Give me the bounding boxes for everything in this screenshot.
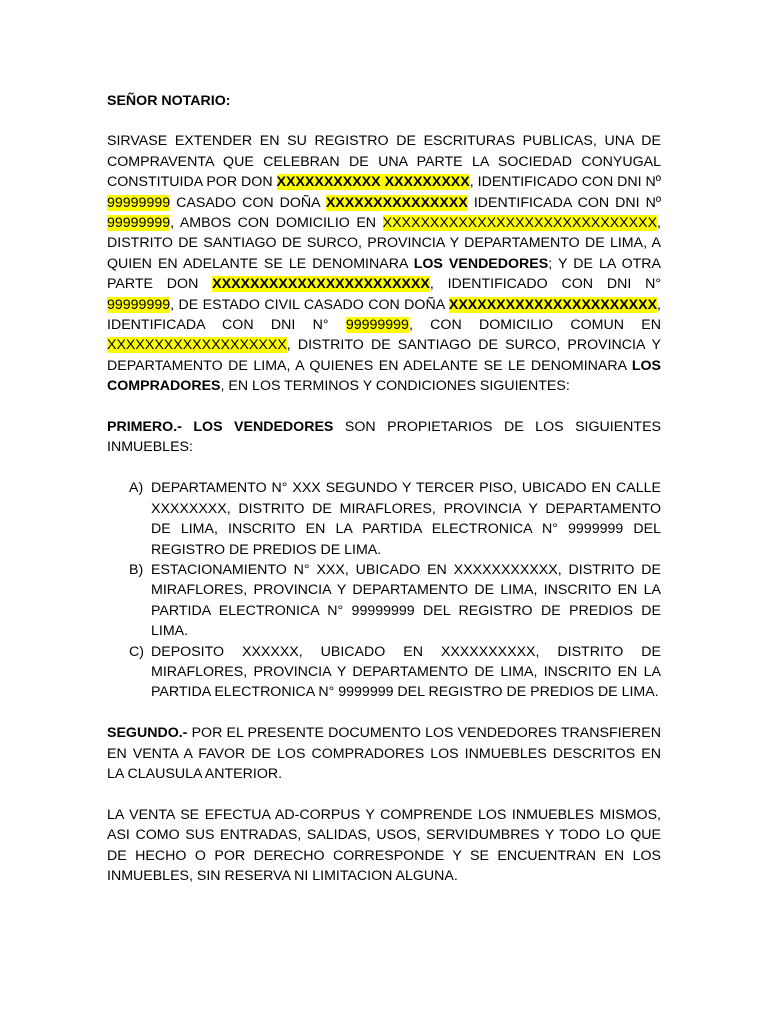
property-list (107, 478, 661, 702)
clause-segundo (107, 723, 661, 784)
list-item (107, 478, 661, 560)
buyer-husband-name: XXXXXXXXXXXXXXXXXXXXXXX (212, 276, 430, 293)
sellers-term: LOS VENDEDORES (413, 255, 549, 272)
intro-text: , DISTRITO DE SANTIAGO DE SURCO, PROVINCIA Y DEPARTAMENTO DE LIMA, A QUIENES EN ADELANTE SE LE DENOMINARA (107, 337, 661, 374)
seller-address: XXXXXXXXXXXXXXXXXXXXXXXXXXXXX (382, 215, 658, 232)
intro-text: ; Y DE LA OTRA PARTE DON (107, 255, 661, 293)
intro-text: , DE ESTADO CIVIL CASADO CON DOÑA (170, 296, 449, 313)
intro-text: , CON DOMICILIO COMUN EN (408, 317, 661, 334)
clause-segundo-label: SEGUNDO.- (107, 725, 188, 742)
buyer-wife-dni: 99999999 (345, 317, 409, 334)
intro-text: , IDENTIFICADA CON DNI N° (107, 296, 661, 334)
intro-text: , IDENTIFICADO CON DNI Nº (469, 174, 661, 191)
intro-paragraph (107, 131, 661, 396)
intro-text: , DISTRITO DE SANTIAGO DE SURCO, PROVINCIA Y DEPARTAMENTO DE LIMA, A QUIEN EN ADELANTE SE LE DENOMINARA (107, 215, 661, 272)
list-item-text: ESTACIONAMIENTO N° XXX, UBICADO EN XXXXXXXXXXX, DISTRITO DE MIRAFLORES, PROVINCIA Y DEPARTAMENTO DE LIMA, INSCRITO EN LA PARTIDA ELECTRONICA N° 99999999 DEL REGISTRO DE PREDIOS DE LIMA. (151, 561, 661, 640)
seller-wife-name: XXXXXXXXXXXXXXX (325, 194, 468, 211)
venta-paragraph: LA VENTA SE EFECTUA AD-CORPUS Y COMPRENDE LOS INMUEBLES MISMOS, ASI COMO SUS ENTRADAS, SALIDAS, USOS, SERVIDUMBRES Y TODO LO QUE DE HECHO O POR DERECHO CORRESPONDE Y SE ENCUENTRAN EN LOS INMUEBLES, SIN RESERVA NI LIMITACION ALGUNA. (107, 806, 661, 884)
clause-primero (107, 417, 661, 458)
intro-text: , AMBOS CON DOMICILIO EN (170, 215, 383, 232)
buyer-husband-dni: 99999999 (107, 296, 171, 313)
list-item-marker: B) (129, 561, 144, 578)
list-item (107, 560, 661, 642)
list-item-text: DEPARTAMENTO N° XXX SEGUNDO Y TERCER PISO, UBICADO EN CALLE XXXXXXXX, DISTRITO DE MIRAFLORES, PROVINCIA Y DEPARTAMENTO DE LIMA, INSCRITO EN LA PARTIDA ELECTRONICA N° 9999999 DEL REGISTRO DE PREDIOS DE LIMA. (151, 480, 661, 558)
list-item-marker: A) (129, 480, 144, 497)
intro-text: SIRVASE EXTENDER EN SU REGISTRO DE ESCRITURAS PUBLICAS, UNA DE COMPRAVENTA QUE CELEBRAN DE UNA PARTE LA SOCIEDAD CONYUGAL CONSTITUIDA POR DON (107, 133, 661, 191)
clause-primero-text: SON PROPIETARIOS DE LOS SIGUIENTES INMUEBLES: (107, 419, 661, 456)
buyers-term: LOS COMPRADORES (107, 357, 661, 395)
document-heading: SEÑOR NOTARIO: (107, 93, 231, 109)
intro-text: , IDENTIFICADO CON DNI N° (429, 276, 661, 293)
seller-husband-dni: 99999999 (107, 194, 171, 211)
intro-text: , EN LOS TERMINOS Y CONDICIONES SIGUIENTES: (220, 378, 570, 395)
intro-text: IDENTIFICADA CON DNI Nº (467, 194, 661, 211)
clause-segundo-text: POR EL PRESENTE DOCUMENTO LOS VENDEDORES TRANSFIEREN EN VENTA A FAVOR DE LOS COMPRADORES LOS INMUEBLES DESCRITOS EN LA CLAUSULA ANTERIOR. (107, 725, 661, 782)
list-item-text: DEPOSITO XXXXXX, UBICADO EN XXXXXXXXXX, DISTRITO DE MIRAFLORES, PROVINCIA Y DEPARTAMENTO DE LIMA, INSCRITO EN LA PARTIDA ELECTRONICA N° 9999999 DEL REGISTRO DE PREDIOS DE LIMA. (151, 643, 661, 701)
buyer-address: XXXXXXXXXXXXXXXXXXX (107, 337, 287, 354)
list-item-marker: C) (129, 643, 144, 660)
document-body (107, 91, 661, 886)
buyer-wife-name: XXXXXXXXXXXXXXXXXXXXXX (448, 296, 658, 313)
list-item (107, 642, 661, 703)
intro-text: CASADO CON DOÑA (170, 194, 326, 211)
seller-husband-name: XXXXXXXXXXX XXXXXXXXX (276, 174, 470, 191)
clause-primero-label: PRIMERO.- LOS VENDEDORES (107, 419, 334, 436)
seller-wife-dni: 99999999 (107, 215, 171, 232)
